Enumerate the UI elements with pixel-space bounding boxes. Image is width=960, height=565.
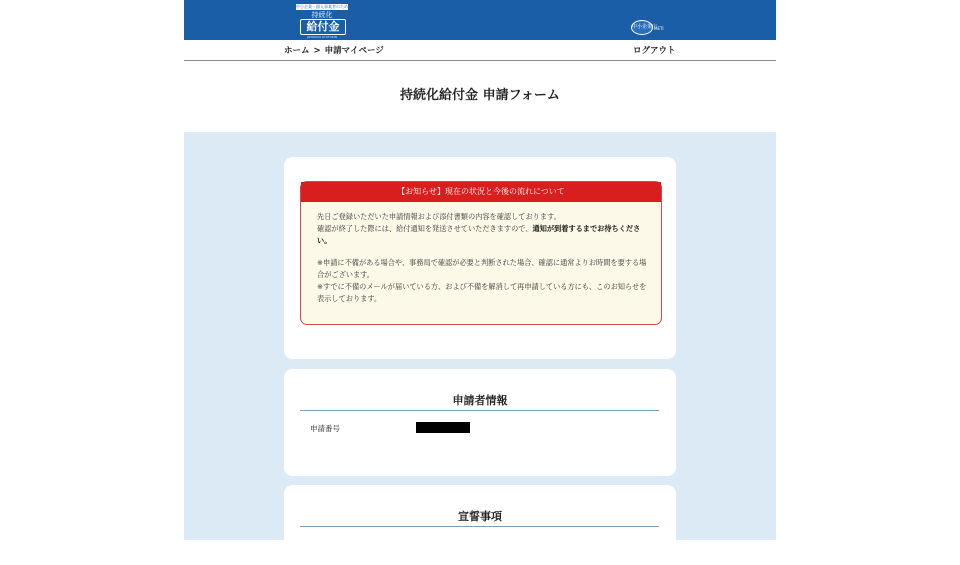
content-area bbox=[184, 132, 776, 540]
section-divider bbox=[300, 526, 659, 527]
breadcrumb-current: 申請マイページ bbox=[324, 46, 384, 56]
logout-link[interactable]: ログアウト bbox=[633, 46, 676, 56]
logo-subtitle: 持続化 bbox=[311, 11, 333, 19]
notice-card bbox=[284, 157, 676, 359]
notice-line-2-emphasis: 通知が到着するまでお待ちください。 bbox=[317, 224, 641, 245]
notice-line-1: 先日ご登録いただいた申請情報および添付書類の内容を確認しております。 bbox=[317, 212, 561, 221]
logo-main: 給付金 bbox=[300, 19, 346, 35]
application-number-redacted bbox=[416, 422, 470, 433]
notice-body bbox=[301, 202, 661, 305]
site-logo[interactable] bbox=[296, 4, 352, 39]
notice-line-4: ※すでに不備のメールが届いている方、および不備を解消して再申請している方にも、このお知らせを表示しております。 bbox=[317, 282, 647, 303]
breadcrumb bbox=[284, 44, 384, 56]
notice-title: 【お知らせ】現在の状況と今後の流れについて bbox=[301, 182, 661, 202]
notice-box bbox=[300, 181, 662, 325]
notice-line-2-text: 確認が終了した際には、給付通知を発送させていただきますので、 bbox=[317, 224, 533, 233]
page-title: 持続化給付金 申請フォーム bbox=[400, 88, 560, 103]
logo-footer: JIZOKUKA KYUFUKIN bbox=[306, 35, 338, 39]
header-divider bbox=[184, 60, 776, 61]
notice-line-3: ※申請に不備がある場合や、事務局で確認が必要と判断された場合、確認に通常よりお時間を要する場合がございます。 bbox=[317, 258, 647, 279]
section-divider bbox=[300, 410, 659, 411]
applicant-info-card bbox=[284, 369, 676, 476]
applicant-section-title: 申請者情報 bbox=[452, 394, 508, 407]
application-number-label: 申請番号 bbox=[310, 424, 340, 433]
agency-badge: 中小企業庁 bbox=[631, 20, 653, 35]
breadcrumb-separator: > bbox=[313, 46, 321, 56]
page-frame bbox=[184, 0, 776, 540]
declaration-card bbox=[284, 485, 676, 565]
site-header bbox=[184, 0, 776, 40]
agency-badge-suffix: METI bbox=[654, 26, 664, 31]
declaration-section-title: 宣誓事項 bbox=[458, 510, 502, 523]
logo-tagline: 中小企業・個人事業者のための bbox=[296, 4, 352, 9]
notice-line-2 bbox=[317, 223, 647, 247]
breadcrumb-home-link[interactable]: ホーム bbox=[284, 46, 310, 56]
